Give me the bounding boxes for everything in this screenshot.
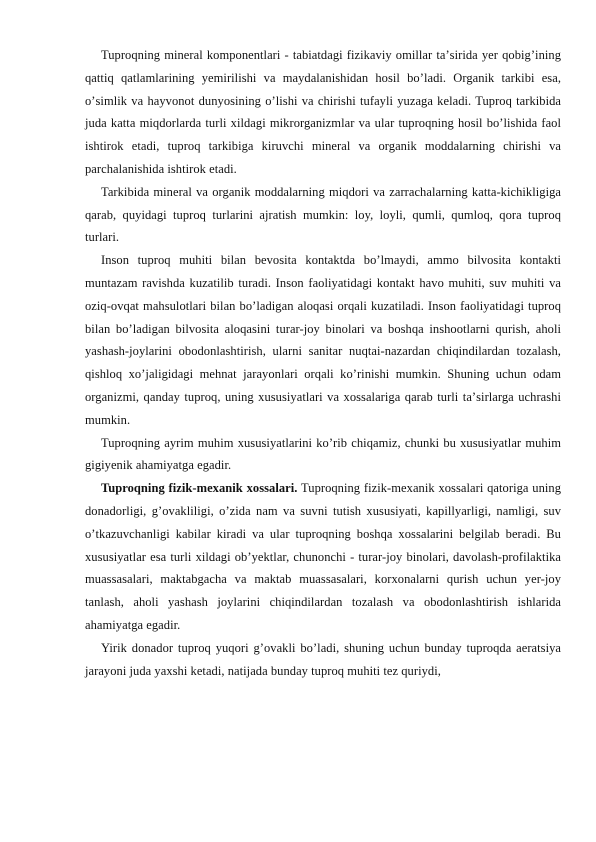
section-heading-physical-mechanical: Tuproqning fizik-mexanik xossalari.: [101, 481, 298, 496]
paragraph-physical-mechanical-body: Tuproqning fizik-mexanik xossalari qatoriga uning donadorligi, gʼovakliligi, oʼzida nam va suvni tutish xususiyati, kapillyarligi, namligi, suv oʼtkazuvchanligi kabilar kiradi va ular tuproqning boshqa xossalarini belgilab beradi. Bu xususiyatlar esa turli xildagi obʼyektlar, chunonchi - turar-joy binolari, davolash-profilaktika muassasalari, maktabgacha va maktab muassasalari, korxonalarni qurish uchun yer-joy tanlash, aholi yashash joylarini chiqindilardan tozalash va obodonlashtirish ishlarida ahamiyatga egadir.: [85, 481, 562, 632]
paragraph-physical-mechanical: [85, 477, 561, 637]
paragraph-human-contact: Inson tuproq muhiti bilan bevosita kontaktda boʼlmaydi, ammo bilvosita kontakti muntazam ravishda kuzatilib turadi. Inson faoliyatidagi kontakt havo muhiti, suv muhiti va oziq-ovqat mahsulotlari bilan boʼladigan aloqasi orqali kuzatiladi. Inson faoliyatidagi tuproq bilan boʼladigan bilvosita aloqasini turar-joy binolari va boshqa inshootlarni qurish, aholi yashash-joylarini obodonlashtirish, ularni sanitar nuqtai-nazardan chiqindilardan tozalash, qishloq xoʼjaligidagi mehnat jarayonlari orqali koʼrinishi mumkin. Shuning uchun odam organizmi, qanday tuproq, uning xususiyatlari va xossalariga qarab turli taʼsirlarga uchrashi mumkin.: [85, 253, 561, 427]
paragraph-mineral-components: Tuproqning mineral komponentlari - tabiatdagi fizikaviy omillar taʼsirida yer qobigʼining qattiq qatlamlarining yemirilishi va maydalanishidan hosil boʼladi. Organik tarkibi esa, oʼsimlik va hayvonot dunyosining oʼlishi va chirishi tufayli yuzaga keladi. Tuproq tarkibida juda katta miqdorlarda turli xildagi mikrorganizmlar va ular tuproqning hosil boʼlishida faol ishtirok etadi, tuproq tarkibiga kiruvchi mineral va organik moddalarning chirishi va parchalanishida ishtirok etadi.: [85, 48, 561, 176]
paragraph-coarse-soil: Yirik donador tuproq yuqori gʼovakli boʼladi, shuning uchun bunday tuproqda aeratsiya jarayoni juda yaxshi ketadi, natijada bunday tuproq muhiti tez quriydi,: [85, 640, 561, 678]
paragraph-important-properties: Tuproqning ayrim muhim xususiyatlarini koʼrib chiqamiz, chunki bu xususiyatlar muhim gigiyenik ahamiyatga egadir.: [85, 435, 561, 473]
paragraph-soil-types: Tarkibida mineral va organik moddalarning miqdori va zarrachalarning katta-kichikligiga qarab, quyidagi tuproq turlarini ajratish mumkin: loy, loyli, qumli, qumloq, qora tuproq turlari.: [85, 184, 561, 245]
